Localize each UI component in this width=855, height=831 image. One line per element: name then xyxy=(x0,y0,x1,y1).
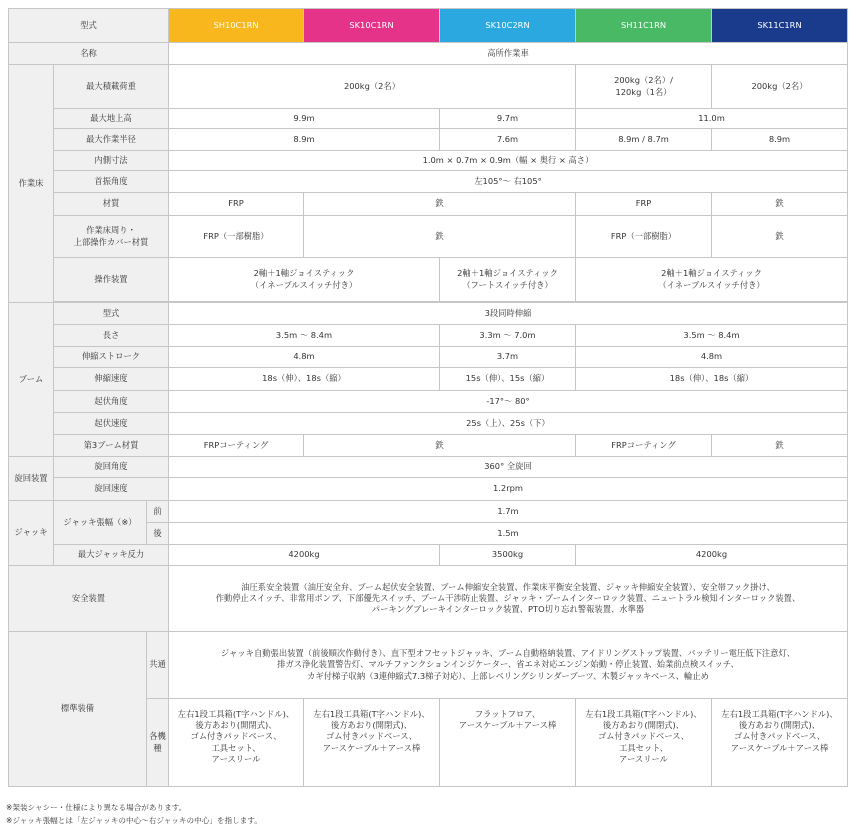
row-radius xyxy=(9,129,848,151)
cell-value: 1.5m xyxy=(169,523,848,545)
cell-value: 18s（伸）、18s（縮） xyxy=(169,368,440,391)
cell-value: 鉄 xyxy=(304,435,576,457)
row-label: 起伏角度 xyxy=(54,391,169,413)
row-name xyxy=(9,43,848,65)
cell-value: 8.9m xyxy=(712,129,848,151)
each-line: 左右1段工具箱(T字ハンドル)、 xyxy=(585,709,702,719)
cell-value: 4.8m xyxy=(169,347,440,368)
each-line: 後方あおり(開閉式)、 xyxy=(195,720,277,731)
cell-value xyxy=(576,258,848,302)
group-boom: ブーム xyxy=(9,303,54,457)
cell-value: 左105°～ 右105° xyxy=(169,171,848,193)
cell-value: 鉄 xyxy=(712,193,848,216)
each-list-sk10c2rn xyxy=(440,699,576,787)
row-boom-type xyxy=(9,303,848,325)
common-line: 排ガス浄化装置警告灯、マルチファンクションインジケーター、省エネ対応エンジン始動・停止装置、始業前点検スイッチ、 xyxy=(277,659,739,670)
each-line: アースケーブル＋アース棒 xyxy=(458,720,557,731)
cell-value: 3.3m ～ 7.0m xyxy=(440,325,576,347)
row-label: ジャッキ張幅（※） xyxy=(54,501,147,545)
row-luff-angle xyxy=(9,391,848,413)
cell-value: 8.9m xyxy=(169,129,440,151)
cell-line: 2軸＋1軸ジョイスティック xyxy=(661,268,762,279)
row-label: 旋回角度 xyxy=(54,457,169,478)
cell-value: FRPコーティング xyxy=(169,435,304,457)
cell-value: 7.6m xyxy=(440,129,576,151)
group-platform: 作業床 xyxy=(9,65,54,303)
row-swing-angle xyxy=(9,457,848,478)
model-sh10c1rn: SH10C1RN xyxy=(169,9,304,43)
model-header-label: 型式 xyxy=(9,9,169,43)
row-swivel xyxy=(9,171,848,193)
row-label: 第3ブーム材質 xyxy=(54,435,169,457)
cell-value: 3.5m ～ 8.4m xyxy=(576,325,848,347)
cell-value: 3段同時伸縮 xyxy=(169,303,848,325)
row-safety xyxy=(9,566,848,632)
each-line: ゴム付きパッドベース、 xyxy=(597,731,690,742)
label-line: 作業床周り・ xyxy=(86,225,136,236)
model-sk10c1rn: SK10C1RN xyxy=(304,9,440,43)
cell-value: 鉄 xyxy=(304,193,576,216)
cell-value: 3.7m xyxy=(440,347,576,368)
row-label: 各機種 xyxy=(147,699,169,787)
row-boom-length xyxy=(9,325,848,347)
cell-value: 1.2rpm xyxy=(169,478,848,501)
group-standard: 標準装備 xyxy=(9,632,147,787)
row-label: 材質 xyxy=(54,193,169,216)
each-line: ゴム付きパッドベース、 xyxy=(325,731,418,742)
cell-value: 4200kg xyxy=(576,545,848,566)
safety-list xyxy=(169,566,848,632)
cell-value: 鉄 xyxy=(712,435,848,457)
row-label: 伸縮速度 xyxy=(54,368,169,391)
cell-value: 15s（伸）、15s（縮） xyxy=(440,368,576,391)
cell-value: 200kg（2名） xyxy=(712,65,848,109)
cell-value: 3.5m ～ 8.4m xyxy=(169,325,440,347)
row-label: 共通 xyxy=(147,632,169,699)
row-common xyxy=(9,632,848,699)
each-list-sk10c1rn xyxy=(304,699,440,787)
common-line: ジャッキ自動張出装置（前後順次作動付き）、直下型オフセットジャッキ、ブーム自動格納装置、アイドリングストップ装置、バッテリー電圧低下注意灯、 xyxy=(220,648,796,659)
safety-line: 油圧系安全装置（油圧安全弁、ブーム起伏安全装置、ブーム伸縮安全装置、作業床平衡安全装置、ジャッキ伸縮安全装置）、安全帯フック掛け、 xyxy=(241,581,775,592)
row-dims xyxy=(9,151,848,171)
cell-value xyxy=(440,258,576,302)
cell-line: （イネーブルスイッチ付き） xyxy=(658,279,765,290)
cell-value: 9.7m xyxy=(440,109,576,129)
each-line: 後方あおり(開閉式)、 xyxy=(330,720,413,731)
footnote: ※架装シャシー・仕様により異なる場合があります。 xyxy=(6,803,187,812)
each-line: 左右1段工具箱(T字ハンドル)、 xyxy=(313,709,430,719)
common-line: カギ付梯子収納（3連伸縮式7.3梯子対応）、上部レベリングシリンダーブーツ、木製ジャッキベース、輪止め xyxy=(307,670,709,681)
cell-value: 高所作業車 xyxy=(169,43,848,65)
each-line: 左右1段工具箱(T字ハンドル)、 xyxy=(721,709,838,719)
each-line: アースリール xyxy=(619,753,668,764)
cell-line: 120kg（1名） xyxy=(615,86,672,97)
row-boom3-material xyxy=(9,435,848,457)
each-line: ゴム付きパッドベース、 xyxy=(733,731,826,742)
model-sh11c1rn: SH11C1RN xyxy=(576,9,712,43)
each-list-sh11c1rn xyxy=(576,699,712,787)
cell-value: FRP（一部樹脂） xyxy=(169,216,304,258)
jack-rear-label: 後 xyxy=(147,523,169,545)
cell-value: 200kg（2名） xyxy=(169,65,576,109)
group-swing: 旋回装置 xyxy=(9,457,54,501)
each-list-sk11c1rn xyxy=(712,699,848,787)
common-list xyxy=(169,632,848,699)
cell-value: 1.0m × 0.7m × 0.9m（幅 × 奥行 × 高さ） xyxy=(169,151,848,171)
each-line: アースケーブル＋アース棒 xyxy=(322,742,421,753)
cell-value: FRPコーティング xyxy=(576,435,712,457)
row-luff-speed xyxy=(9,413,848,435)
cell-line: 2軸＋1軸ジョイスティック xyxy=(253,268,355,279)
each-line: 後方あおり(開閉式)、 xyxy=(602,720,685,731)
safety-line: パーキングブレーキインターロック装置、PTO切り忘れ警報装置、水準器 xyxy=(371,604,645,615)
cell-value: 18s（伸）、18s（縮） xyxy=(576,368,848,391)
cell-line: （フートスイッチ付き） xyxy=(462,279,553,290)
each-line: 工具セット、 xyxy=(618,742,669,753)
cell-value: 1.7m xyxy=(169,501,848,523)
cell-value: 11.0m xyxy=(576,109,848,129)
row-swing-speed xyxy=(9,478,848,501)
spec-table xyxy=(8,8,848,787)
row-label: 起伏速度 xyxy=(54,413,169,435)
row-label: 操作装置 xyxy=(54,258,169,302)
row-label: 長さ xyxy=(54,325,169,347)
cell-value: FRP（一部樹脂） xyxy=(576,216,712,258)
row-label: 型式 xyxy=(54,303,169,325)
cell-value xyxy=(169,258,440,302)
group-safety: 安全装置 xyxy=(9,566,169,632)
row-label: 伸縮ストローク xyxy=(54,347,169,368)
cell-line: （イネーブルスイッチ付き） xyxy=(250,279,358,290)
each-line: ゴム付きパッドベース、 xyxy=(190,731,282,742)
cell-value xyxy=(576,65,712,109)
row-label: 内側寸法 xyxy=(54,151,169,171)
row-label: 旋回速度 xyxy=(54,478,169,501)
cell-value: 9.9m xyxy=(169,109,440,129)
row-label xyxy=(54,216,169,258)
row-load xyxy=(9,65,848,109)
row-cover xyxy=(9,216,848,258)
cell-value: -17°～ 80° xyxy=(169,391,848,413)
footnote: ※ジャッキ張幅とは「左ジャッキの中心～右ジャッキの中心」を指します。 xyxy=(6,816,262,825)
cell-value: 3500kg xyxy=(440,545,576,566)
cell-value: 360° 全旋回 xyxy=(169,457,848,478)
jack-front-label: 前 xyxy=(147,501,169,523)
row-label: 最大ジャッキ反力 xyxy=(54,545,169,566)
cell-line: 2軸＋1軸ジョイスティック xyxy=(457,268,558,279)
row-control xyxy=(9,258,848,302)
cell-line: 200kg（2名）/ xyxy=(614,75,673,86)
model-sk10c2rn: SK10C2RN xyxy=(440,9,576,43)
row-label: 最大作業半径 xyxy=(54,129,169,151)
each-line: フラットフロア、 xyxy=(474,709,541,719)
cell-value: 鉄 xyxy=(304,216,576,258)
model-header-row xyxy=(9,9,848,43)
cell-value: 4.8m xyxy=(576,347,848,368)
each-line: アースケーブル＋アース棒 xyxy=(730,742,829,753)
model-sk11c1rn: SK11C1RN xyxy=(712,9,848,43)
row-stroke xyxy=(9,347,848,368)
label-line: 上部操作カバー材質 xyxy=(73,236,149,247)
row-label: 首振角度 xyxy=(54,171,169,193)
cell-value: FRP xyxy=(576,193,712,216)
cell-value: 25s（上）、25s（下） xyxy=(169,413,848,435)
row-jack-front xyxy=(9,501,848,523)
each-list-sh10c1rn xyxy=(169,699,304,787)
cell-value: FRP xyxy=(169,193,304,216)
row-height xyxy=(9,109,848,129)
safety-line: 作動停止スイッチ、非常用ポンプ、下部優先スイッチ、ブーム干渉防止装置、ジャッキ・ブームインターロック装置、ニュートラル検知インターロック装置、 xyxy=(215,592,801,603)
each-line: 左右1段工具箱(T字ハンドル)、 xyxy=(177,709,295,719)
row-material xyxy=(9,193,848,216)
cell-value: 4200kg xyxy=(169,545,440,566)
row-label: 名称 xyxy=(9,43,169,65)
each-line: 後方あおり(開閉式)、 xyxy=(738,720,821,731)
each-line: アースリール xyxy=(211,753,261,764)
row-ext-speed xyxy=(9,368,848,391)
row-jack-force xyxy=(9,545,848,566)
footnotes xyxy=(6,801,262,827)
cell-value: 鉄 xyxy=(712,216,848,258)
group-jack: ジャッキ xyxy=(9,501,54,566)
each-line: 工具セット、 xyxy=(211,742,261,753)
row-label: 最大積載荷重 xyxy=(54,65,169,109)
row-label: 最大地上高 xyxy=(54,109,169,129)
cell-value: 8.9m / 8.7m xyxy=(576,129,712,151)
